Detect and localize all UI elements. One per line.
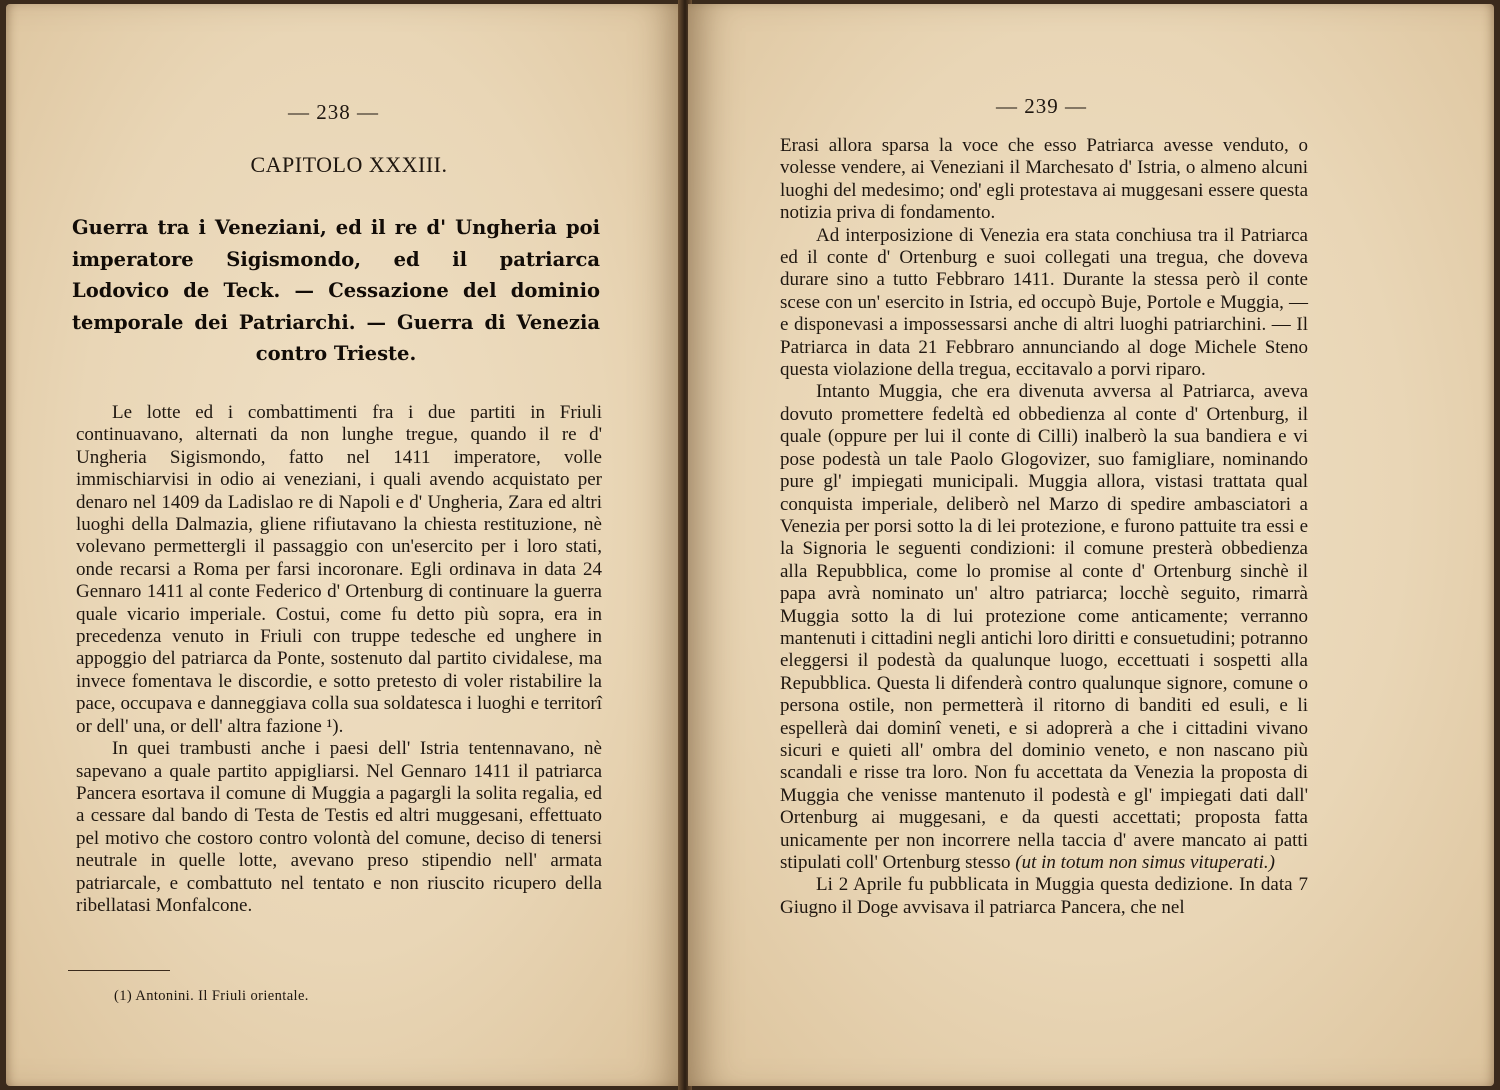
right-page (688, 4, 1494, 1086)
paragraph: Le lotte ed i combattimenti fra i due partiti in Friuli continuavano, alternati da non lunghe tregue, quando il re d' Ungheria Sigismondo, fatto nel 1411 imperatore, volle immischiarvisi in odio ai veneziani, i quali avendo acquistato per denaro nel 1409 da Ladislao re di Napoli e d' Ungheria, Zara ed altri luoghi della Dalmazia, gliene rifiutavano la chiesta restituzione, nè volevano permettergli il passaggio con un'esercito per i loro stati, onde recarsi a Roma per farsi incoronare. Egli ordinava in data 24 Gennaro 1411 al conte Federico d' Ortenburg di continuare la guerra quale vicario imperiale. Costui, come fu detto più sopra, era in precedenza venuto in Friuli con truppe tedesche ed unghere in appoggio del patriarca da Ponte, sostenuto dal partito cividalese, ma invece fomentava le discordie, e sotto pretesto di voler ristabilire la pace, occupava e danneggiava colla sua soldatesca i luoghi e territorî or dell' una, or dell' altra fazione ¹). (76, 402, 602, 737)
footnote: (1) Antonini. Il Friuli orientale. (114, 988, 309, 1004)
page-number: — 238 — (288, 100, 379, 124)
page-number: — 239 — (996, 94, 1087, 118)
paragraph: In quei trambusti anche i paesi dell' Istria tentennavano, nè sapevano a quale partito appigliarsi. Nel Gennaro 1411 il patriarca Pancera esortava il comune di Muggia a pagargli la solita regalia, ed a cessare dal bando di Testa de Testis ed altri muggesani, effettuato pel motivo che costoro contro volontà del comune, deciso di tenersi neutrale in quelle lotte, avevano preso stipendio nell' armata patriarcale, e combattuto nel tentato e non riuscito ricupero della ribellatasi Monfalcone. (76, 738, 602, 916)
paragraph-text: Intanto Muggia, che era divenuta avversa al Patriarca, aveva dovuto promettere fedeltà ed obbedienza al conte d' Ortenburg, il quale (oppure per lui il conte di Cilli) inalberò la sua bandiera e vi pose podestà un tale Paolo Glogovizer, suo famigliare, nominando pure gl' impiegati municipali. Muggia allora, vistasi trattata qual conquista imperiale, deliberò nel Marzo di spedire ambasciatori a Venezia per porsi sotto la di lei protezione, e furono pattuite tra essi e la Signoria le seguenti condizioni: il comune presterà obbedienza alla Repubblica, come lo promise al conte d' Ortenburg sinchè il papa avrà nominato un' altro patriarca; locchè seguito, rimarrà Muggia sotto la di lui protezione come anticamente; verranno mantenuti i cittadini negli antichi loro diritti e consuetudini; potranno eleggersi il podestà da qualunque luogo, eccettuati i sospetti alla Repubblica. Questa li difenderà contro qualunque signore, comune o persona ostile, non permetterà il ritorno di banditi ed esuli, e li espellerà dai dominî veneti, e si adoprerà a che i cittadini vivano sicuri e quieti all' ombra del dominio veneto, e non nascano più scandali e risse tra loro. Non fu accettata da Venezia la proposta di Muggia che venisse mantenuto il podestà e gl' impiegati dati dall' Ortenburg ai muggesani, e da questi accettati; proposta fatta unicamente per non incorrere nella taccia d' avere mancato ai patti stipulati coll' Ortenburg stesso (780, 381, 1308, 873)
paragraph (780, 381, 1308, 874)
latin-quote: (ut in totum non simus vituperati.) (1015, 852, 1275, 873)
left-page (6, 4, 682, 1086)
chapter-title: CAPITOLO XXXIII. (250, 152, 448, 177)
right-body-text (780, 135, 1308, 919)
left-body-text (76, 402, 602, 917)
paragraph: Ad interposizione di Venezia era stata conchiusa tra il Patriarca ed il conte d' Ortenburg e suoi collegati una tregua, che doveva durare sino a tutto Febbraro 1411. Durante la stessa però il conte scese con un' esercito in Istria, ed occupò Buje, Portole e Muggia, — e disponevasi a impossessarsi anche di altri luoghi patriarchini. — Il Patriarca in data 21 Febbraro annunciando al doge Michele Steno questa violazione della tregua, eccitavalo a porvi riparo. (780, 224, 1308, 381)
paragraph: Erasi allora sparsa la voce che esso Patriarca avesse venduto, o volesse vendere, ai Veneziani il Marchesato d' Istria, o almeno alcuni luoghi del medesimo; ond' egli protestava ai muggesani essere questa notizia priva di fondamento. (780, 135, 1308, 224)
paragraph: Li 2 Aprile fu pubblicata in Muggia questa dedizione. In data 7 Giugno il Doge avvisava il patriarca Pancera, che nel (780, 874, 1308, 918)
footnote-divider (68, 970, 170, 971)
chapter-heading: Guerra tra i Veneziani, ed il re d' Ungheria poi imperatore Sigismondo, ed il patriarca Lodovico de Teck. — Cessazione del dominio temporale dei Patriarchi. — Guerra di Venezia contro Trieste. (72, 216, 600, 365)
